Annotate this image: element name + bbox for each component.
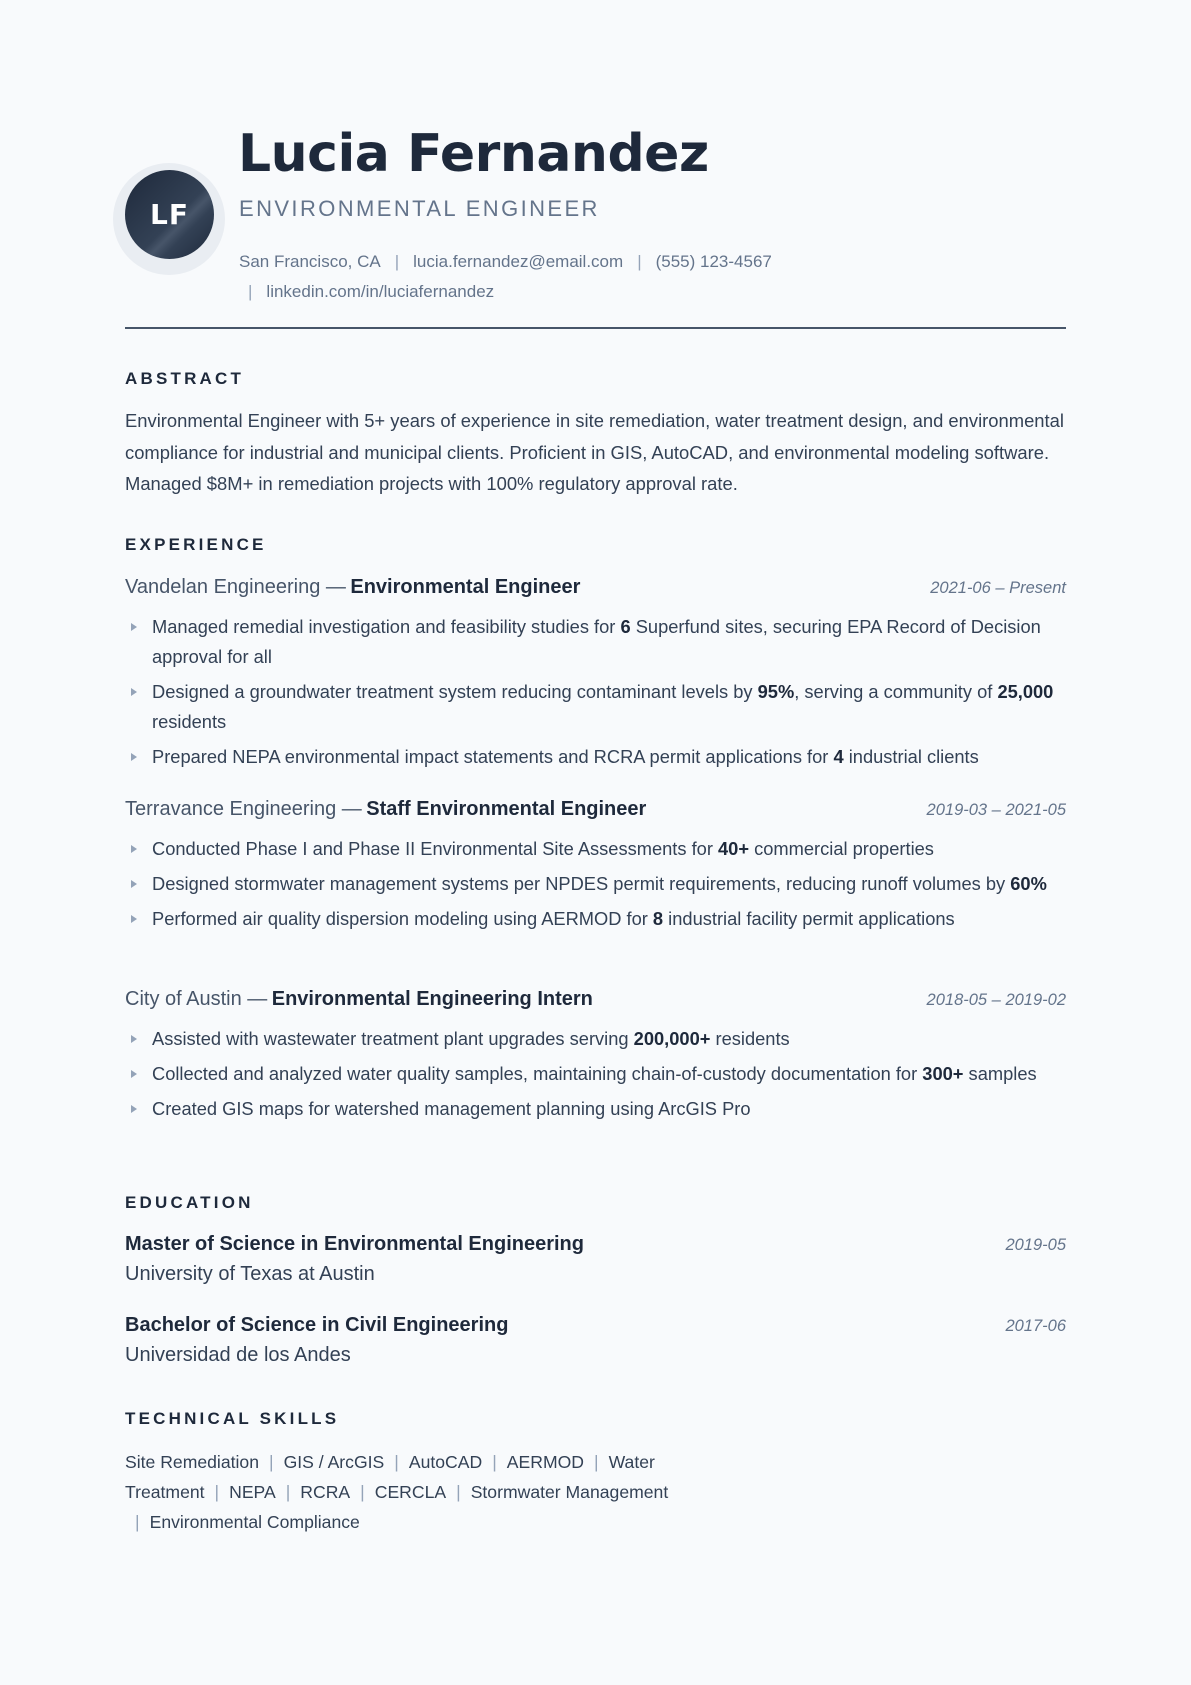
- job-heading: [125, 798, 646, 821]
- section-heading-experience: EXPERIENCE: [125, 535, 267, 554]
- job-role: Environmental Engineer: [350, 576, 581, 598]
- contact-location: San Francisco, CA: [239, 252, 381, 271]
- education-degree: Master of Science in Environmental Engineering: [125, 1233, 584, 1255]
- skill-item: NEPA: [229, 1482, 276, 1502]
- bullet-arrow-icon: [131, 1070, 137, 1078]
- skill-item: AutoCAD: [408, 1452, 483, 1472]
- skill-separator: |: [285, 1482, 291, 1502]
- avatar: [125, 170, 214, 259]
- job-dates: 2018-05 – 2019-02: [926, 991, 1066, 1009]
- education-school: Universidad de los Andes: [125, 1344, 351, 1366]
- job-heading: [125, 988, 593, 1011]
- list-item: Created GIS maps for watershed management planning using ArcGIS Pro: [125, 1094, 1066, 1124]
- job-organization: Vandelan Engineering —: [125, 576, 346, 598]
- education-date: 2019-05: [1005, 1236, 1066, 1254]
- skill-separator: |: [492, 1452, 497, 1472]
- job-header: [125, 576, 1066, 599]
- job-title: ENVIRONMENTAL ENGINEER: [239, 196, 600, 221]
- skill-item: CERCLA: [374, 1482, 447, 1502]
- job-header: [125, 798, 1066, 821]
- skill-item: Water Treatment: [125, 1452, 655, 1502]
- education-entry: [125, 1233, 1066, 1256]
- section-heading-education: EDUCATION: [125, 1193, 254, 1212]
- bullet-arrow-icon: [131, 915, 137, 923]
- list-item: Prepared NEPA environmental impact statements and RCRA permit applications for 4 industrial clients: [125, 742, 1066, 772]
- bullet-arrow-icon: [131, 880, 137, 888]
- bullet-arrow-icon: [131, 845, 137, 853]
- skills-list: [125, 1447, 685, 1537]
- contact-separator: |: [394, 252, 400, 271]
- contact-linkedin[interactable]: linkedin.com/in/luciafernandez: [266, 282, 495, 301]
- skill-separator: |: [214, 1482, 220, 1502]
- section-heading-skills: TECHNICAL SKILLS: [125, 1409, 340, 1428]
- skill-separator: |: [268, 1452, 274, 1472]
- list-item: Designed stormwater management systems per NPDES permit requirements, reducing runoff volumes by 60%: [125, 869, 1066, 899]
- resume-header: [125, 0, 1066, 328]
- skill-item: Environmental Compliance: [149, 1512, 360, 1532]
- avatar-initials: LF: [150, 198, 189, 231]
- list-item: Assisted with wastewater treatment plant upgrades serving 200,000+ residents: [125, 1024, 1066, 1054]
- skill-item: Site Remediation: [125, 1452, 259, 1472]
- job-role: Environmental Engineering Intern: [271, 988, 593, 1010]
- skill-separator: |: [135, 1512, 140, 1532]
- education-date: 2017-06: [1005, 1317, 1066, 1335]
- skill-item: Stormwater Management: [470, 1482, 669, 1502]
- skill-separator: |: [594, 1452, 599, 1472]
- list-item: Collected and analyzed water quality samples, maintaining chain-of-custody documentation for 300+ samples: [125, 1059, 1066, 1089]
- contact-separator: |: [637, 252, 642, 271]
- job-heading: [125, 576, 580, 599]
- contact-separator: |: [248, 282, 253, 301]
- job-dates: 2019-03 – 2021-05: [926, 801, 1066, 819]
- skill-separator: |: [456, 1482, 461, 1502]
- skill-separator: |: [394, 1452, 399, 1472]
- job-organization: City of Austin —: [125, 988, 268, 1010]
- bullet-arrow-icon: [131, 688, 137, 696]
- list-item: Managed remedial investigation and feasibility studies for 6 Superfund sites, securing EPA Record of Decision approval for all: [125, 612, 1066, 672]
- section-heading-abstract: ABSTRACT: [125, 369, 245, 388]
- skill-item: RCRA: [300, 1482, 351, 1502]
- job-bullets: [125, 612, 1066, 772]
- candidate-name: Lucia Fernandez: [238, 124, 709, 184]
- job-role: Staff Environmental Engineer: [366, 798, 647, 820]
- job-dates: 2021-06 – Present: [930, 579, 1066, 597]
- bullet-arrow-icon: [131, 623, 137, 631]
- contact-info: [239, 247, 839, 307]
- job-header: [125, 988, 1066, 1011]
- contact-phone[interactable]: (555) 123-4567: [655, 252, 772, 271]
- header-divider: [125, 327, 1066, 329]
- education-degree: Bachelor of Science in Civil Engineering: [125, 1314, 509, 1336]
- bullet-arrow-icon: [131, 753, 137, 761]
- contact-email[interactable]: lucia.fernandez@email.com: [413, 252, 624, 271]
- abstract-text: Environmental Engineer with 5+ years of experience in site remediation, water treatment design, and environmental compliance for industrial and municipal clients. Proficient in GIS, AutoCAD, and environmental modeling software. Managed $8M+ in remediation projects with 100% regulatory approval rate.: [125, 410, 1064, 494]
- list-item: Designed a groundwater treatment system reducing contaminant levels by 95%, serving a community of 25,000 residents: [125, 677, 1066, 737]
- job-organization: Terravance Engineering —: [125, 798, 362, 820]
- bullet-arrow-icon: [131, 1035, 137, 1043]
- job-bullets: [125, 1024, 1066, 1124]
- education-school: University of Texas at Austin: [125, 1263, 375, 1285]
- education-entry: [125, 1314, 1066, 1337]
- skill-item: GIS / ArcGIS: [283, 1452, 385, 1472]
- resume-page: [125, 0, 1066, 1532]
- list-item: Conducted Phase I and Phase II Environmental Site Assessments for 40+ commercial properties: [125, 834, 1066, 864]
- list-item: Performed air quality dispersion modeling using AERMOD for 8 industrial facility permit applications: [125, 904, 1066, 934]
- bullet-arrow-icon: [131, 1105, 137, 1113]
- job-bullets: [125, 834, 1066, 934]
- skill-separator: |: [360, 1482, 365, 1502]
- skill-item: AERMOD: [506, 1452, 584, 1472]
